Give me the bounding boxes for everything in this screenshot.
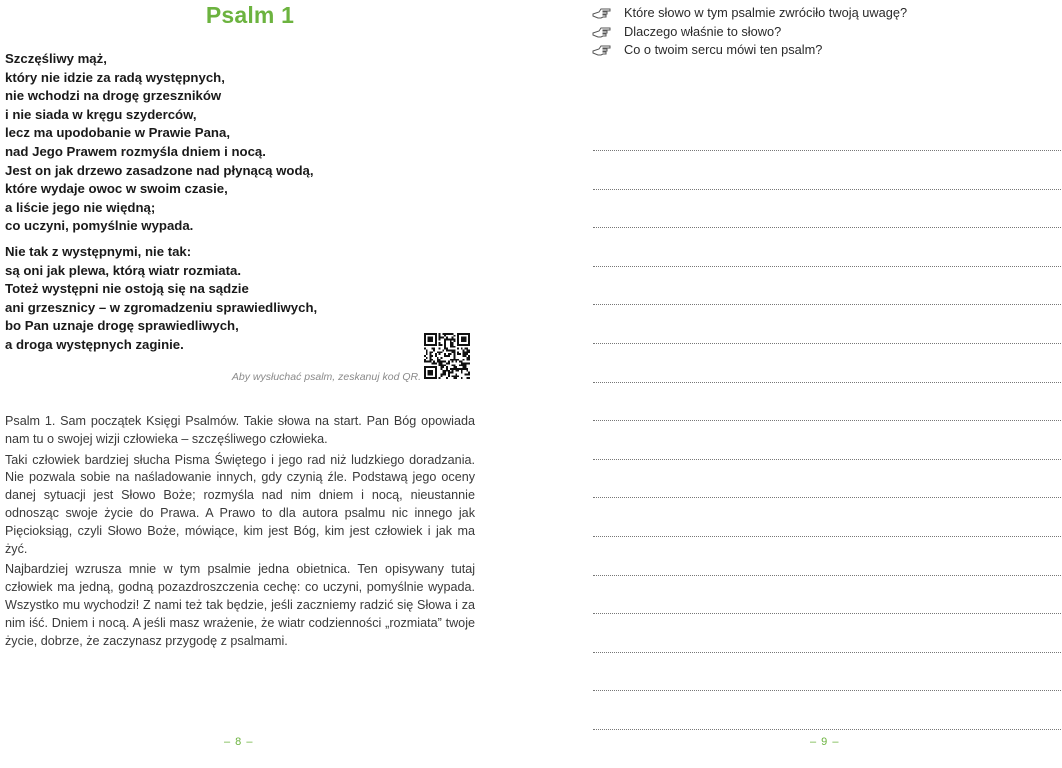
psalm-stanza-1 bbox=[5, 50, 314, 236]
verse-line: a droga występnych zaginie. bbox=[5, 336, 184, 352]
commentary-paragraph: Psalm 1. Sam początek Księgi Psalmów. Takie słowa na start. Pan Bóg opowiada nam tu o swojej wizji człowieka – szczęśliwego człowieka. bbox=[5, 414, 475, 446]
commentary-paragraph: Taki człowiek bardziej słucha Pisma Świętego i jego rad niż ludzkiego doradzania. Nie pozwala sobie na naśladowanie innych, gdy czynią źle. Podstawą jego oceny danej sytuacji jest Słowo Boże; rozmyśla nad nim dniem i nocą, nieustannie odnosząc swoje życie do Prawa. A Prawo to dla autora psalmu nic innego jak Pięcioksiąg, czyli Słowo Boże, mówiące, kim jest Bóg, kim jest człowiek i jak ma żyć. bbox=[5, 452, 475, 556]
qr-caption: Aby wysłuchać psalm, zeskanuj kod QR. bbox=[231, 371, 421, 383]
writing-lines[interactable] bbox=[593, 150, 1061, 768]
reflection-questions bbox=[592, 4, 907, 60]
verse-line: nad Jego Prawem rozmyśla dniem i nocą. bbox=[5, 143, 266, 159]
writing-line[interactable] bbox=[593, 266, 1061, 267]
writing-line[interactable] bbox=[593, 150, 1061, 151]
verse-line: ani grzesznicy – w zgromadzeniu sprawiedliwych, bbox=[5, 299, 318, 315]
verse-line: Toteż występni nie ostoją się na sądzie bbox=[5, 281, 249, 297]
writing-line[interactable] bbox=[593, 459, 1061, 460]
verse-line: nie wchodzi na drogę grzeszników bbox=[5, 88, 222, 104]
writing-line[interactable] bbox=[593, 575, 1061, 576]
verse-line: Szczęśliwy mąż, bbox=[5, 51, 107, 66]
page-number-right: – 9 – bbox=[810, 736, 840, 748]
question-text: Dlaczego właśnie to słowo? bbox=[624, 23, 782, 39]
question-item bbox=[592, 41, 907, 60]
writing-line[interactable] bbox=[593, 613, 1061, 614]
question-item bbox=[592, 23, 907, 42]
commentary-paragraph: Najbardziej wzrusza mnie w tym psalmie jedna obietnica. Ten opisywany tutaj człowiek ma jedną, godną pozazdroszczenia cechę: co uczyni, pomyślnie wypada. Wszystko mu wychodzi! Z nami też tak będzie, jeśli zaczniemy radzić się Słowa i za nim iść. Dniem i nocą. A jeśli masz wrażenie, że wiatr codzienności „rozmiata” twoje życie, dobrze, że zaczynasz przygodę z psalmami. bbox=[5, 562, 475, 648]
page-number-left: – 8 – bbox=[224, 736, 254, 748]
commentary bbox=[5, 413, 475, 653]
pointing-hand-icon bbox=[592, 42, 612, 58]
qr-code-icon[interactable] bbox=[424, 333, 470, 379]
writing-line[interactable] bbox=[593, 652, 1061, 653]
question-text: Które słowo w tym psalmie zwróciło twoją uwagę? bbox=[624, 5, 908, 20]
writing-line[interactable] bbox=[593, 304, 1061, 305]
question-text: Co o twoim sercu mówi ten psalm? bbox=[624, 42, 823, 58]
writing-line[interactable] bbox=[593, 227, 1061, 228]
verse-line: które wydaje owoc w swoim czasie, bbox=[5, 181, 228, 197]
verse-line: są oni jak plewa, którą wiatr rozmiata. bbox=[5, 262, 241, 278]
writing-line[interactable] bbox=[593, 536, 1061, 537]
pointing-hand-icon bbox=[592, 5, 612, 21]
verse-line: bo Pan uznaje drogę sprawiedliwych, bbox=[5, 318, 239, 334]
verse-line: Nie tak z występnymi, nie tak: bbox=[5, 244, 192, 259]
writing-line[interactable] bbox=[593, 343, 1061, 344]
pointing-hand-icon bbox=[592, 24, 612, 40]
verse-line: Jest on jak drzewo zasadzone nad płynącą wodą, bbox=[5, 162, 314, 178]
writing-line[interactable] bbox=[593, 189, 1061, 190]
writing-line[interactable] bbox=[593, 497, 1061, 498]
psalm-title: Psalm 1 bbox=[205, 2, 295, 28]
writing-line[interactable] bbox=[593, 382, 1061, 383]
right-page bbox=[531, 0, 1062, 752]
question-item bbox=[592, 4, 907, 23]
verse-line: co uczyni, pomyślnie wypada. bbox=[5, 218, 194, 234]
writing-line[interactable] bbox=[593, 729, 1061, 730]
writing-line[interactable] bbox=[593, 690, 1061, 691]
verse-line: a liście jego nie więdną; bbox=[5, 199, 156, 215]
writing-line[interactable] bbox=[593, 420, 1061, 421]
left-page bbox=[0, 0, 531, 752]
psalm-stanza-2 bbox=[5, 243, 317, 355]
verse-line: lecz ma upodobanie w Prawie Pana, bbox=[5, 125, 230, 141]
verse-line: i nie siada w kręgu szyderców, bbox=[5, 106, 197, 122]
verse-line: który nie idzie za radą występnych, bbox=[5, 69, 225, 85]
